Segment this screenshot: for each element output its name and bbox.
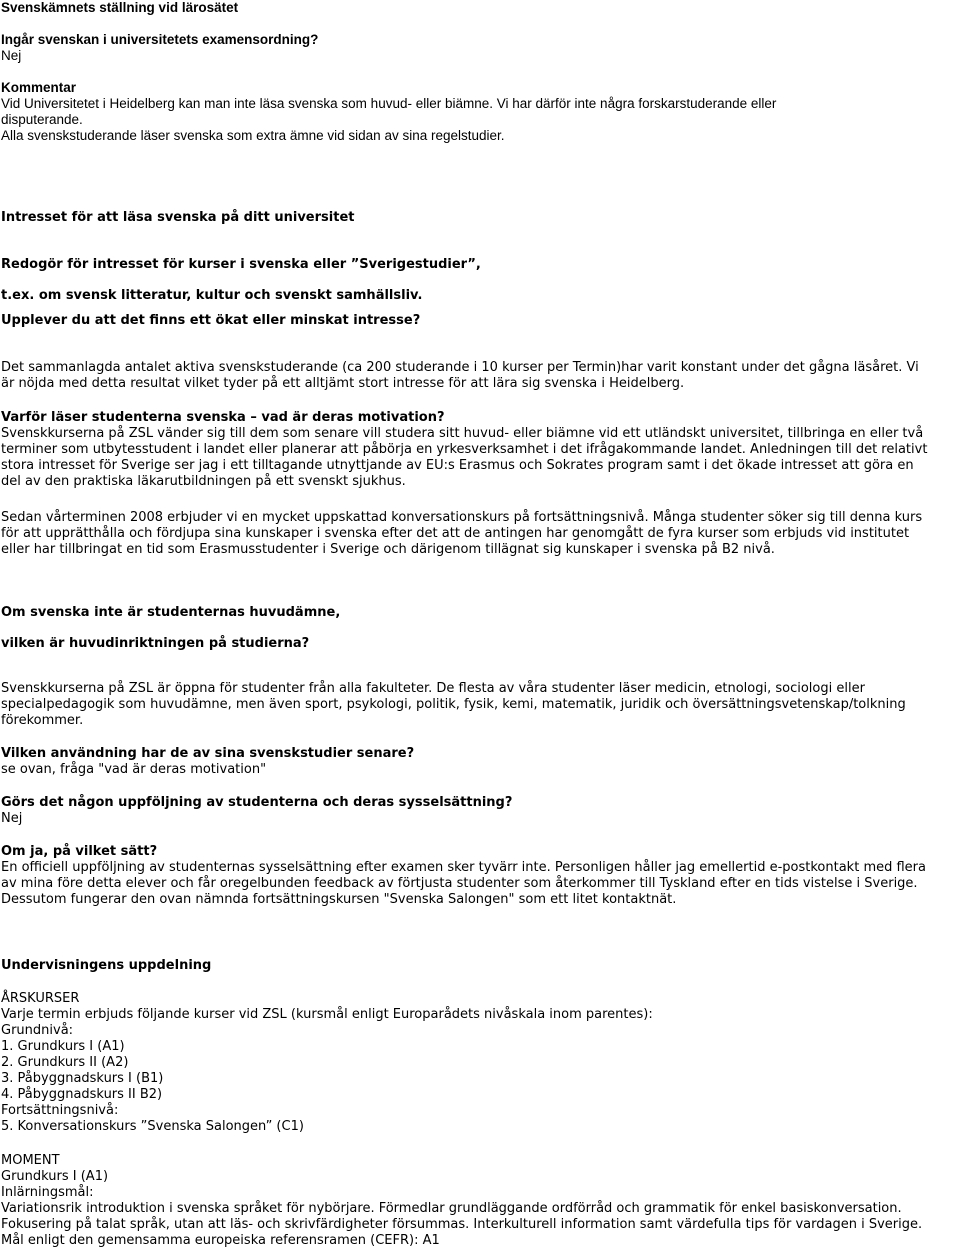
course-line: Grundnivå: bbox=[1, 1023, 74, 1038]
moment-line: Inlärningsmål: bbox=[1, 1185, 94, 1200]
how-question: Om ja, på vilket sätt? bbox=[1, 844, 158, 859]
paragraph-line: Sedan vårterminen 2008 erbjuder vi en mycket uppskattad konversationskurs på fortsättningsnivå. Många studenter söker sig till denna kurs bbox=[1, 510, 923, 525]
comment-line: Vid Universitetet i Heidelberg kan man inte läsa svenska som huvud- eller biämne. Vi har därför inte några forskarstuderande eller bbox=[1, 96, 777, 111]
course-line: 2. Grundkurs II (A2) bbox=[1, 1055, 129, 1070]
course-line: Fortsättningsnivå: bbox=[1, 1103, 119, 1118]
paragraph-line: terminer som utbytesstudent i landet eller planerar att påbörja en yrkesverksamhet i det ifrågakommande landet. Anledningen till det relativt bbox=[1, 442, 928, 457]
course-line: 4. Påbyggnadskurs II B2) bbox=[1, 1087, 163, 1102]
section-heading: vilken är huvudinriktningen på studierna? bbox=[1, 636, 310, 651]
paragraph-line: Svenskkurserna på ZSL är öppna för studenter från alla fakulteter. De flesta av våra studenter läser medicin, etnologi, sociologi eller bbox=[1, 681, 865, 696]
course-line: 3. Påbyggnadskurs I (B1) bbox=[1, 1071, 164, 1086]
paragraph-line: eller har tillbringat en tid som Erasmusstudenter i Sverige och därigenom tillägnat sig kunskaper i svenska på B2 nivå. bbox=[1, 542, 775, 557]
paragraph-line: för att upprätthålla och fördjupa sina kunskaper i svenska efter det att de antingen har genomgått de fyra kurser som erbjuds vid institutet bbox=[1, 526, 910, 541]
section-heading: Om svenska inte är studenternas huvudämne, bbox=[1, 605, 341, 620]
moment-line: Variationsrik introduktion i svenska språket för nybörjare. Förmedlar grundläggande ordförråd och grammatik för enkel basiskonversation. bbox=[1, 1201, 902, 1216]
paragraph-line: del av den praktiska läkarutbildningen på ett svenskt sjukhus. bbox=[1, 474, 406, 489]
comment-line: Alla svenskstuderande läser svenska som extra ämne vid sidan av sina regelstudier. bbox=[1, 128, 505, 143]
prompt-line: Upplever du att det finns ett ökat eller minskat intresse? bbox=[1, 313, 421, 328]
question: Ingår svenskan i universitetets examensordning? bbox=[1, 32, 319, 47]
comment-label: Kommentar bbox=[1, 80, 77, 95]
course-line: 1. Grundkurs I (A1) bbox=[1, 1039, 125, 1054]
section-heading: Undervisningens uppdelning bbox=[1, 958, 212, 973]
paragraph-line: specialpedagogik som huvudämne, men även sport, psykologi, politik, fysik, kemi, matematik, juridik och översättningsvetenskap/tolkning bbox=[1, 697, 906, 712]
section-heading: Intresset för att läsa svenska på ditt universitet bbox=[1, 210, 355, 225]
paragraph-line: Svenskkurserna på ZSL vänder sig till dem som senare vill studera sitt huvud- eller biämne vid ett utländskt universitet, tillbringa en eller två bbox=[1, 426, 924, 441]
paragraph-line: Dessutom fungerar den ovan nämnda fortsättningskursen "Svenska Salongen" som ett litet kontaktnät. bbox=[1, 892, 677, 907]
section-heading: Svenskämnets ställning vid lärosätet bbox=[1, 0, 239, 15]
paragraph-line: av mina före detta elever och får oregelbunden feedback av förtjusta studenter som återkommer till Tyskland efter en tids vistelse i Sverige. bbox=[1, 876, 918, 891]
motivation-question: Varför läser studenterna svenska – vad är deras motivation? bbox=[1, 410, 445, 425]
prompt-line: t.ex. om svensk litteratur, kultur och svenskt samhällsliv. bbox=[1, 288, 423, 303]
followup-answer: Nej bbox=[1, 811, 23, 826]
moment-line: MOMENT bbox=[1, 1153, 60, 1168]
answer: Nej bbox=[1, 48, 22, 63]
moment-line: Fokusering på talat språk, utan att läs- och skrivfärdigheter försummas. Interkulturell information samt värdefulla tips för vardagen i Sverige. bbox=[1, 1217, 923, 1232]
usage-answer: se ovan, fråga "vad är deras motivation" bbox=[1, 762, 267, 777]
paragraph-line: En officiell uppföljning av studenternas sysselsättning efter examen sker tyvärr inte. Personligen håller jag emellertid e-postkontakt med flera bbox=[1, 860, 926, 875]
paragraph-line: Det sammanlagda antalet aktiva svenskstuderande (ca 200 studerande i 10 kurser per Termin)har varit konstant under det gågna läsåret. Vi bbox=[1, 360, 919, 375]
comment-line: disputerande. bbox=[1, 112, 83, 127]
prompt-line: Redogör för intresset för kurser i svenska eller ”Sverigestudier”, bbox=[1, 257, 481, 272]
course-line: ÅRSKURSER bbox=[1, 991, 80, 1006]
usage-question: Vilken användning har de av sina svenskstudier senare? bbox=[1, 746, 415, 761]
course-line: Varje termin erbjuds följande kurser vid ZSL (kursmål enligt Europarådets nivåskala inom parentes): bbox=[1, 1007, 653, 1022]
paragraph-line: förekommer. bbox=[1, 713, 84, 728]
moment-line: Mål enligt den gemensamma europeiska referensramen (CEFR): A1 bbox=[1, 1233, 440, 1248]
course-line: 5. Konversationskurs ”Svenska Salongen” (C1) bbox=[1, 1119, 304, 1134]
moment-line: Grundkurs I (A1) bbox=[1, 1169, 109, 1184]
paragraph-line: är nöjda med detta resultat vilket tyder på ett alltjämt stort intresse för att lära sig svenska i Heidelberg. bbox=[1, 376, 685, 391]
paragraph-line: stora intresset för Sverige ser jag i ett tilltagande utnyttjande av EU:s Erasmus och Sokrates program samt i det ökade intresset att göra en bbox=[1, 458, 914, 473]
followup-question: Görs det någon uppföljning av studenterna och deras sysselsättning? bbox=[1, 795, 513, 810]
